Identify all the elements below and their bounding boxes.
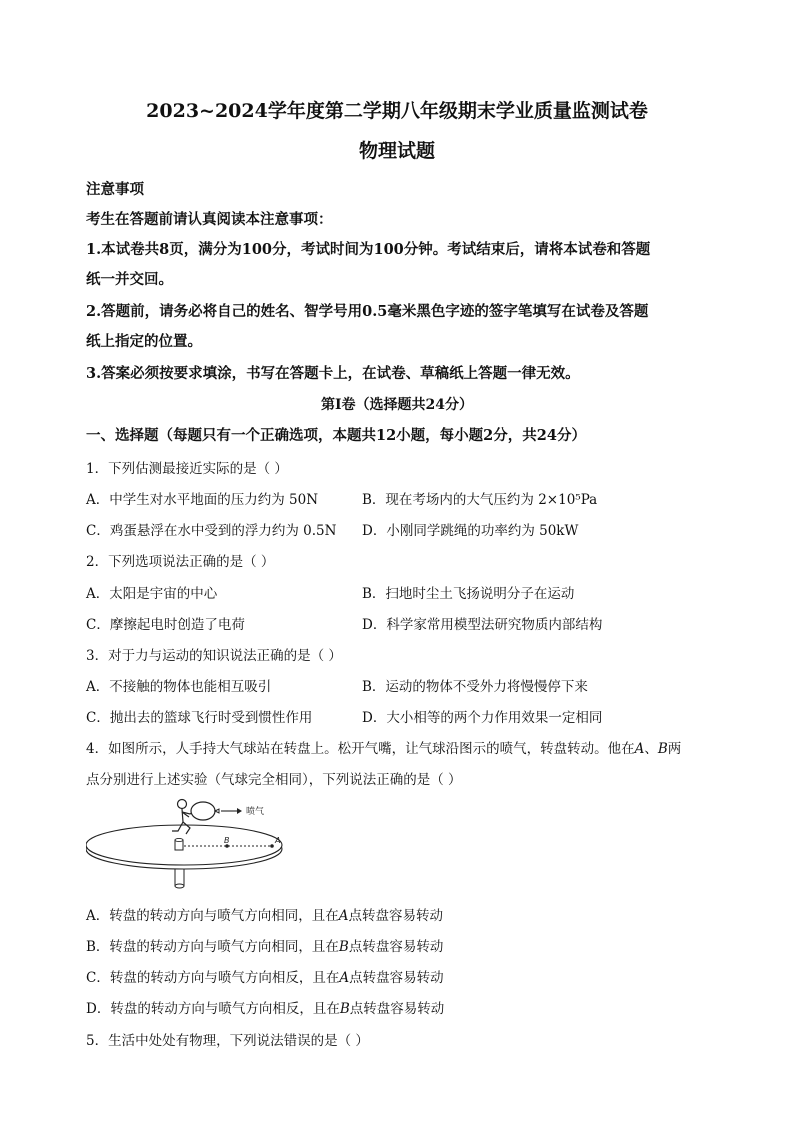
question-3-option-a: A．不接触的物体也能相互吸引 [86,679,272,695]
separator: 、 [644,741,658,757]
option-d-text: D．转盘的转动方向与喷气方向相反，且在 [86,1001,340,1017]
option-c-text: C．转盘的转动方向与喷气方向相反，且在 [86,970,340,986]
notice-item-2-line-2: 纸上指定的位置。 [86,333,202,350]
figure-label-a: A [275,836,281,845]
question-2-option-b: B．扫地时尘土飞扬说明分子在运动 [362,586,575,602]
option-a-point: A [338,908,349,924]
question-2-option-a: A．太阳是宇宙的中心 [86,586,218,602]
option-d-point: B [339,1001,350,1017]
question-2-option-c: C．摩擦起电时创造了电荷 [86,617,245,633]
turntable-figure [86,798,296,894]
section-title: 第Ⅰ卷（选择题共24分） [320,397,474,413]
axle-end [175,884,184,888]
question-2-stem: 2．下列选项说法正确的是（ ） [86,554,275,570]
point-b-label: B [657,741,668,757]
option-a-text: A．转盘的转动方向与喷气方向相同，且在 [86,908,339,924]
notice-intro: 考生在答题前请认真阅读本注意事项： [86,211,333,228]
option-c-point: A [339,970,350,986]
question-4-stem-line-2: 点分别进行上述实验（气球完全相同），下列说法正确的是（ ） [86,772,462,788]
option-b-tail: 点转盘容易转动 [348,939,444,955]
option-d-tail: 点转盘容易转动 [349,1001,445,1017]
option-a-tail: 点转盘容易转动 [348,908,443,924]
exam-subtitle: 物理试题 [358,140,435,162]
question-4-option-a [86,904,443,924]
notice-item-3: 3.答案必须按要求填涂，书写在答题卡上，在试卷、草稿纸上答题一律无效。 [86,365,580,382]
spray-arrow-head [237,808,242,814]
question-4-option-b [86,935,443,955]
option-b-text: B．转盘的转动方向与喷气方向相同，且在 [86,939,339,955]
question-5-stem: 5．生活中处处有物理，下列说法错误的是（ ） [86,1033,369,1049]
option-b-point: B [338,939,349,955]
question-1-option-b: B．现在考场内的大气压约为 2×10⁵Pa [362,492,598,508]
notice-item-1-line-1: 1.本试卷共8页，满分为100分，考试时间为100分钟。考试结束后，请将本试卷和答题 [86,241,651,258]
notice-heading: 注意事项 [86,181,144,198]
exam-title: 2023~2024学年度第二学期八年级期末学业质量监测试卷 [146,100,648,122]
question-1-option-c: C．鸡蛋悬浮在水中受到的浮力约为 0.5N [86,523,337,539]
part-heading: 一、选择题（每题只有一个正确选项，本题共12小题，每小题2分，共24分） [86,427,586,444]
question-4-option-c [86,966,444,986]
question-4-stem-text: 4．如图所示，人手持大气球站在转盘上。松开气嘴，让气球沿图示的喷气，转盘转动。他在 [86,741,635,757]
question-3-option-d: D．大小相等的两个力作用效果一定相同 [362,710,603,726]
point-a-label: A [634,741,645,757]
question-1-option-a: A．中学生对水平地面的压力约为 50N [86,492,319,508]
balloon-nozzle [215,809,219,813]
question-1-stem: 1．下列估测最接近实际的是（ ） [86,461,288,477]
question-4-stem-tail: 两 [667,741,682,757]
question-3-stem: 3．对于力与运动的知识说法正确的是（ ） [86,648,342,664]
question-4-stem-line-1 [86,737,681,757]
question-2-option-d: D．科学家常用模型法研究物质内部结构 [362,617,603,633]
option-c-tail: 点转盘容易转动 [349,970,444,986]
turntable-disk [86,825,282,865]
question-1-option-d: D．小刚同学跳绳的功率约为 50kW [362,523,579,539]
question-4-option-d [86,997,444,1017]
spray-label: 喷气 [246,807,265,817]
question-3-option-c: C．抛出去的篮球飞行时受到惯性作用 [86,710,313,726]
figure-label-b: B [224,836,230,845]
notice-item-2-line-1: 2.答题前，请务必将自己的姓名、智学号用0.5毫米黑色字迹的签字笔填写在试卷及答题 [86,303,649,320]
point-a-dot [270,844,274,848]
balloon [191,802,215,820]
notice-item-1-line-2: 纸一并交回。 [86,271,173,288]
question-3-option-b: B．运动的物体不受外力将慢慢停下来 [362,679,588,695]
center-post-top [175,838,183,841]
